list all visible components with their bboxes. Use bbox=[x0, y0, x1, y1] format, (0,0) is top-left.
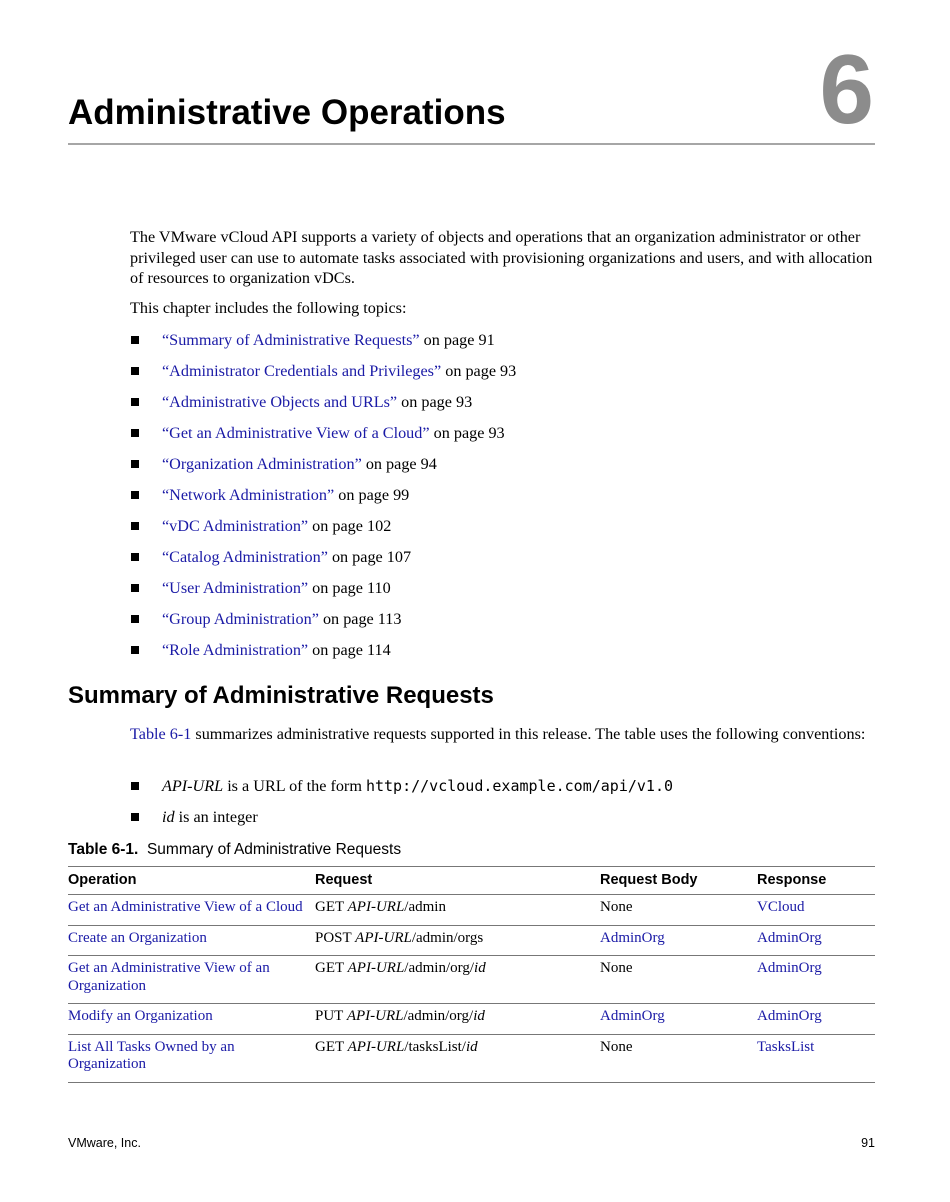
conventions-list bbox=[130, 776, 673, 838]
topic-item bbox=[130, 423, 516, 454]
id-term: id bbox=[162, 808, 175, 826]
bullet-square-icon bbox=[131, 813, 139, 821]
table-row bbox=[68, 1034, 875, 1082]
topics-lead: This chapter includes the following topics: bbox=[130, 299, 407, 317]
request-cell bbox=[315, 1004, 600, 1035]
request-method: GET bbox=[315, 1038, 348, 1055]
request-api-url: API-URL bbox=[347, 960, 405, 976]
title-divider bbox=[68, 143, 875, 145]
request-api-url: API-URL bbox=[347, 899, 405, 915]
topic-page: on page 93 bbox=[445, 362, 517, 380]
topic-link[interactable]: “Role Administration” bbox=[162, 641, 309, 659]
topic-item bbox=[130, 330, 516, 361]
topic-item bbox=[130, 640, 516, 671]
request-method: PUT bbox=[315, 1008, 347, 1024]
topic-link[interactable]: “Group Administration” bbox=[162, 610, 319, 628]
api-url-text: is a URL of the form bbox=[223, 777, 366, 795]
summary-table bbox=[68, 866, 875, 1083]
topic-link[interactable]: “User Administration” bbox=[162, 579, 309, 597]
id-text: is an integer bbox=[174, 808, 258, 826]
operation-link[interactable]: Get an Administrative View of an Organization bbox=[68, 960, 270, 994]
chapter-title: Administrative Operations bbox=[68, 93, 506, 132]
topic-link[interactable]: “vDC Administration” bbox=[162, 517, 309, 535]
request-id: id bbox=[465, 1038, 478, 1055]
response-link[interactable]: AdminOrg bbox=[757, 1008, 822, 1024]
bullet-square-icon bbox=[131, 646, 139, 654]
api-url-term: API-URL bbox=[162, 777, 224, 795]
request-method: POST bbox=[315, 929, 356, 946]
topic-page: on page 107 bbox=[331, 548, 412, 566]
request-api-url: API-URL bbox=[355, 929, 412, 946]
chapter-number: 6 bbox=[819, 34, 874, 144]
operation-link[interactable]: Create an Organization bbox=[68, 929, 207, 946]
topic-page: on page 91 bbox=[423, 331, 495, 349]
topic-item bbox=[130, 547, 516, 578]
bullet-square-icon bbox=[131, 460, 139, 468]
request-body-cell: None bbox=[600, 895, 757, 926]
bullet-square-icon bbox=[131, 367, 139, 375]
topic-item bbox=[130, 392, 516, 423]
table-row bbox=[68, 956, 875, 1004]
request-path: /admin bbox=[404, 899, 446, 915]
request-path: /admin/orgs bbox=[411, 929, 484, 946]
request-method: GET bbox=[315, 899, 348, 915]
topic-item bbox=[130, 361, 516, 392]
topic-page: on page 114 bbox=[312, 641, 391, 659]
request-api-url: API-URL bbox=[347, 1038, 405, 1055]
topic-link[interactable]: “Network Administration” bbox=[162, 486, 335, 504]
table-caption bbox=[68, 841, 401, 859]
topic-item bbox=[130, 578, 516, 609]
intro-paragraph: The VMware vCloud API supports a variety of objects and operations that an organization administrator or other privileged user can use to automate tasks associated with provisioning organizations and users, and with allocation of resources to organization vDCs. bbox=[130, 228, 873, 287]
request-path: /admin/org/ bbox=[403, 1008, 474, 1024]
request-cell bbox=[315, 925, 600, 956]
topic-item bbox=[130, 485, 516, 516]
topic-page: on page 93 bbox=[433, 424, 505, 442]
request-path: /tasksList/ bbox=[404, 1038, 466, 1055]
topic-item bbox=[130, 454, 516, 485]
bullet-square-icon bbox=[131, 491, 139, 499]
request-cell bbox=[315, 956, 600, 1004]
request-cell bbox=[315, 895, 600, 926]
request-id: id bbox=[474, 960, 486, 976]
header-operation: Operation bbox=[68, 867, 315, 895]
response-link[interactable]: AdminOrg bbox=[757, 929, 822, 946]
convention-item bbox=[130, 776, 673, 807]
header-response: Response bbox=[757, 867, 875, 895]
header-request-body: Request Body bbox=[600, 867, 757, 895]
topic-link[interactable]: “Administrator Credentials and Privileges” bbox=[162, 362, 442, 380]
bullet-square-icon bbox=[131, 615, 139, 623]
request-api-url: API-URL bbox=[346, 1008, 404, 1024]
bullet-square-icon bbox=[131, 782, 139, 790]
bullet-square-icon bbox=[131, 553, 139, 561]
footer-page-number: 91 bbox=[861, 1136, 875, 1150]
topic-page: on page 99 bbox=[338, 486, 410, 504]
footer-company: VMware, Inc. bbox=[68, 1136, 141, 1150]
topic-link[interactable]: “Organization Administration” bbox=[162, 455, 362, 473]
section-heading: Summary of Administrative Requests bbox=[68, 682, 494, 709]
request-body-cell: None bbox=[600, 956, 757, 1004]
operation-link[interactable]: Modify an Organization bbox=[68, 1008, 213, 1024]
table-row bbox=[68, 895, 875, 926]
bullet-square-icon bbox=[131, 336, 139, 344]
bullet-square-icon bbox=[131, 584, 139, 592]
operation-link[interactable]: List All Tasks Owned by an Organization bbox=[68, 1038, 235, 1072]
request-body-cell: None bbox=[600, 1034, 757, 1082]
table-reference-link[interactable]: Table 6-1 bbox=[130, 725, 192, 743]
table-header-row bbox=[68, 867, 875, 895]
topic-link[interactable]: “Catalog Administration” bbox=[162, 548, 328, 566]
bullet-square-icon bbox=[131, 522, 139, 530]
response-link[interactable]: TasksList bbox=[757, 1038, 815, 1055]
topic-link[interactable]: “Summary of Administrative Requests” bbox=[162, 331, 420, 349]
topic-item bbox=[130, 609, 516, 640]
topic-page: on page 94 bbox=[365, 455, 437, 473]
table-row bbox=[68, 1004, 875, 1035]
topic-link[interactable]: “Get an Administrative View of a Cloud” bbox=[162, 424, 430, 442]
response-link[interactable]: VCloud bbox=[757, 899, 805, 915]
section-intro bbox=[130, 724, 875, 745]
request-method: GET bbox=[315, 960, 348, 976]
request-body-link[interactable]: AdminOrg bbox=[600, 929, 665, 946]
bullet-square-icon bbox=[131, 429, 139, 437]
topic-page: on page 110 bbox=[312, 579, 391, 597]
request-body-link[interactable]: AdminOrg bbox=[600, 1008, 665, 1024]
topic-link[interactable]: “Administrative Objects and URLs” bbox=[162, 393, 398, 411]
response-link[interactable]: AdminOrg bbox=[757, 960, 822, 976]
topic-item bbox=[130, 516, 516, 547]
request-cell bbox=[315, 1034, 600, 1082]
bullet-square-icon bbox=[131, 398, 139, 406]
topic-list bbox=[130, 330, 516, 671]
api-url-example: http://vcloud.example.com/api/v1.0 bbox=[365, 777, 673, 795]
table-row bbox=[68, 925, 875, 956]
table-caption-label: Table 6-1. bbox=[68, 841, 139, 858]
request-path: /admin/org/ bbox=[404, 960, 475, 976]
section-intro-text: summarizes administrative requests supported in this release. The table uses the following conventions: bbox=[191, 725, 866, 743]
request-id: id bbox=[473, 1008, 485, 1024]
topic-page: on page 113 bbox=[322, 610, 402, 628]
table-caption-title: Summary of Administrative Requests bbox=[138, 841, 402, 858]
header-request: Request bbox=[315, 867, 600, 895]
topic-page: on page 102 bbox=[312, 517, 392, 535]
topic-page: on page 93 bbox=[401, 393, 473, 411]
convention-item bbox=[130, 807, 673, 838]
operation-link[interactable]: Get an Administrative View of a Cloud bbox=[68, 899, 303, 915]
